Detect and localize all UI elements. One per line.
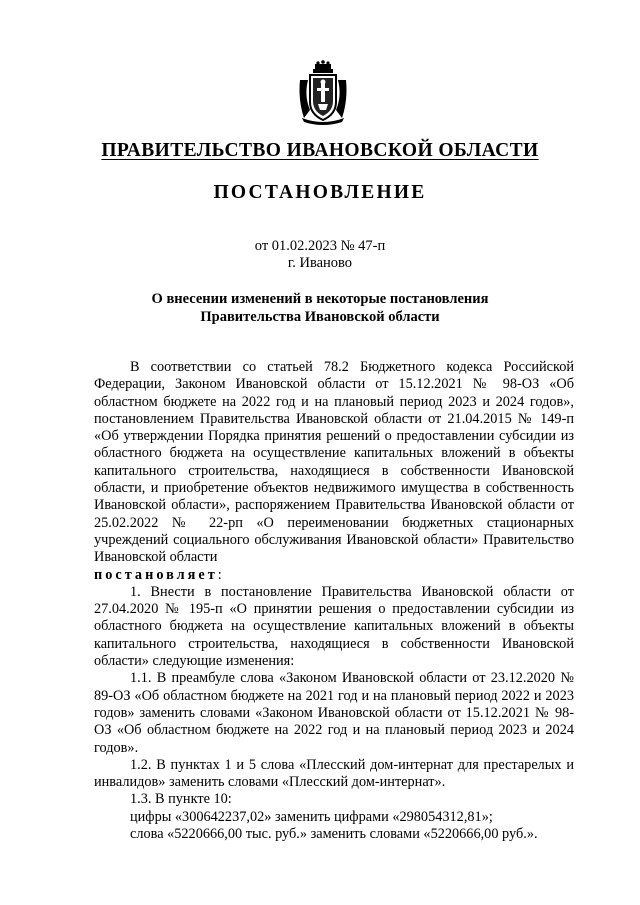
item-1-3-b: слова «5220666,00 тыс. руб.» заменить словами «5220666,00 руб.».: [130, 826, 538, 843]
preamble-paragraph: В соответствии со статьей 78.2 Бюджетного кодекса Российской Федерации, Законом Ивановской области от 15.12.2021 № 98-ОЗ «Об областном бюджете на 2022 год и на плановый период 2023 и 2024 годов», постановлением Правительства Ивановской области от 21.04.2015 № 149-п «Об утверждении Порядка принятия решений о предоставлении субсидии из областного бюджета на осуществление капитальных вложений в объекты капитального строительства, находящиеся в собственности Ивановской области, и приобретение объектов недвижимого имущества в собственность Ивановской области», распоряжением Правительства Ивановской области от 25.02.2022 № 22-рп «О переименовании бюджетных стационарных учреждений социального обслуживания Ивановской области» Правительство Ивановской области: [94, 359, 574, 566]
resolve-word: постановляет: [94, 566, 218, 583]
item-1-1: 1.1. В преамбуле слова «Законом Ивановской области от 23.12.2020 № 89-ОЗ «Об областном бюджете на 2021 год и на плановый период 2022 и 2023 годов» заменить словами «Законом Ивановской области от 15.12.2021 № 98-ОЗ «Об областном бюджете на 2022 год и на плановый период 2023 и 2024 годов».: [94, 670, 574, 756]
item-1: 1. Внести в постановление Правительства Ивановской области от 27.04.2020 № 195-п «О принятии решения о предоставлении субсидии из областного бюджета на осуществление капитальных вложений в объекты капитального строительства, находящиеся в собственности Ивановской области» следующие изменения:: [94, 583, 574, 670]
document-type: ПОСТАНОВЛЕНИЕ: [213, 182, 427, 203]
crown-icon: [313, 60, 333, 73]
mantle-icon: [300, 80, 311, 118]
document-body: [94, 359, 574, 843]
subject-line-2: Правительства Ивановской области: [200, 309, 440, 325]
date-block: [0, 238, 640, 272]
item-1-3-a: цифры «300642237,02» заменить цифрами «298054312,81»;: [130, 808, 493, 825]
subject-line-1: О внесении изменений в некоторые постановления: [151, 291, 489, 307]
resolve-colon: :: [217, 566, 222, 583]
resolve-paragraph: [94, 567, 574, 584]
document-subject: [0, 290, 640, 326]
coat-of-arms-emblem: [296, 60, 350, 126]
item-1-3: 1.3. В пункте 10:: [130, 791, 232, 808]
item-1-2: 1.2. В пунктах 1 и 5 слова «Плесский дом-интернат для престарелых и инвалидов» заменить словами «Плесский дом-интернат».: [94, 756, 574, 791]
date-number: от 01.02.2023 № 47-п: [254, 238, 386, 254]
organization-title: ПРАВИТЕЛЬСТВО ИВАНОВСКОЙ ОБЛАСТИ: [101, 140, 539, 161]
city: г. Иваново: [287, 255, 353, 271]
